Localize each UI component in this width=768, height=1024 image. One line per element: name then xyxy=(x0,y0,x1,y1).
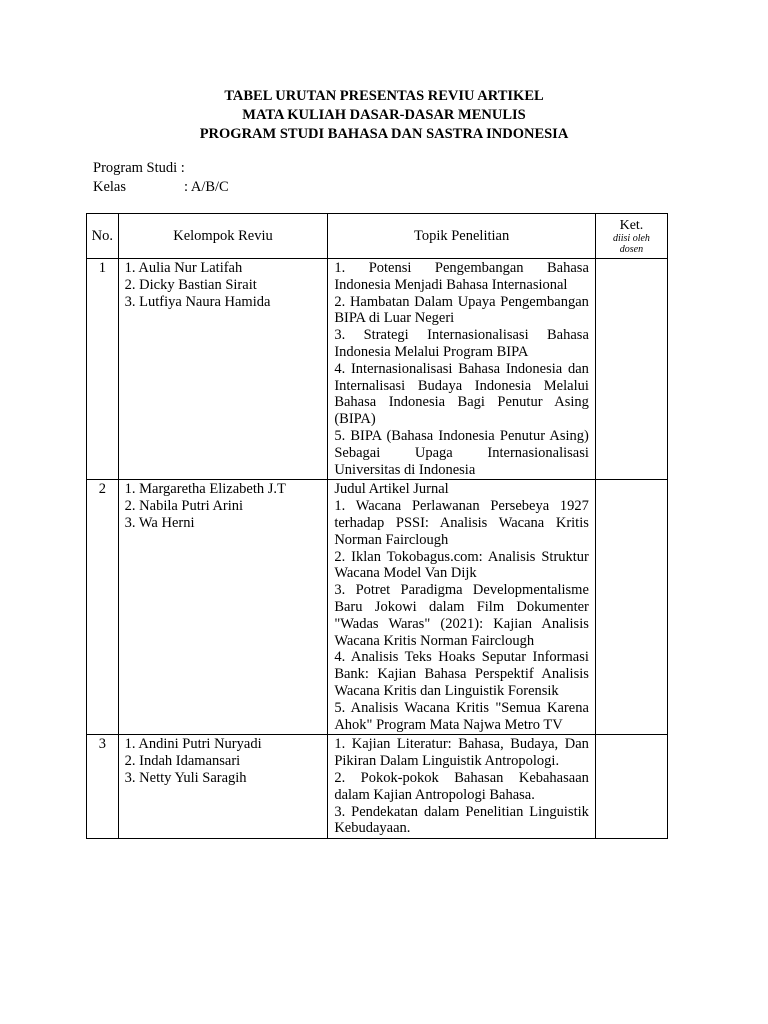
header-ket-note-2: dosen xyxy=(619,243,644,255)
kelas-line xyxy=(93,178,229,197)
title-line-1: TABEL URUTAN PRESENTAS REVIU ARTIKEL xyxy=(224,88,544,104)
topic-item: 5. BIPA (Bahasa Indonesia Penutur Asing) Sebagai Upaga Internasionalisasi Universitas di Indonesia xyxy=(334,427,589,478)
header-kelompok: Kelompok Reviu xyxy=(118,214,328,259)
member-name: 3. Wa Herni xyxy=(124,514,195,531)
ket-cell xyxy=(595,735,667,839)
topic-heading: Judul Artikel Jurnal xyxy=(334,481,449,498)
title-line-2: MATA KULIAH DASAR-DASAR MENULIS xyxy=(242,107,526,123)
topics-cell xyxy=(328,735,596,839)
topic-item: 3. Pendekatan dalam Penelitian Linguistik Kebudayaan. xyxy=(334,803,589,837)
row-number: 2 xyxy=(87,480,119,735)
kelas-value: : A/B/C xyxy=(184,179,229,195)
kelas-label: Kelas xyxy=(93,179,127,195)
member-name: 2. Indah Idamansari xyxy=(124,753,241,770)
group-members-cell xyxy=(118,735,328,839)
table-row xyxy=(87,480,668,735)
topic-item: 4. Internasionalisasi Bahasa Indonesia dan Internalisasi Budaya Indonesia Melalui Bahasa Indonesia Bagi Penutur Asing (BIPA) xyxy=(334,360,589,428)
topic-item: 2. Pokok-pokok Bahasan Kebahasaan dalam Kajian Antropologi Bahasa. xyxy=(334,769,589,803)
member-name: 3. Netty Yuli Saragih xyxy=(124,769,247,786)
header-ket xyxy=(595,214,667,259)
member-name: 2. Nabila Putri Arini xyxy=(124,498,244,515)
member-name: 3. Lutfiya Naura Hamida xyxy=(124,293,271,310)
topic-item: 1. Kajian Literatur: Bahasa, Budaya, Dan Pikiran Dalam Linguistik Antropologi. xyxy=(334,736,589,770)
member-name: 1. Aulia Nur Latifah xyxy=(124,260,243,276)
document-meta xyxy=(93,159,229,197)
topic-item: 1. Wacana Perlawanan Persebeya 1927 terhadap PSSI: Analisis Wacana Kritis Norman Fairclough xyxy=(334,498,589,548)
table-header-row xyxy=(87,214,668,259)
review-order-table xyxy=(86,213,668,839)
group-members-cell xyxy=(118,259,328,480)
group-members-cell xyxy=(118,480,328,735)
member-name: 1. Andini Putri Nuryadi xyxy=(124,736,262,753)
header-no: No. xyxy=(87,214,119,259)
row-number: 3 xyxy=(87,735,119,839)
topic-item: 5. Analisis Wacana Kritis "Semua Karena Ahok" Program Mata Najwa Metro TV xyxy=(334,699,589,733)
topic-item: 3. Potret Paradigma Developmentalisme Baru Jokowi dalam Film Dokumenter "Wadas Waras" (2021): Kajian Analisis Wacana Kritis Norman Fairclough xyxy=(334,582,589,649)
table-row xyxy=(87,259,668,480)
header-ket-note-1: diisi oleh xyxy=(612,232,650,244)
topics-cell xyxy=(328,480,596,735)
table-row xyxy=(87,735,668,839)
document-title xyxy=(0,87,768,144)
header-topik: Topik Penelitian xyxy=(328,214,596,259)
member-name: 1. Margaretha Elizabeth J.T xyxy=(124,481,286,498)
program-studi-line: Program Studi : xyxy=(93,160,185,176)
topic-item: 4. Analisis Teks Hoaks Seputar Informasi Bank: Kajian Bahasa Perspektif Analisis Wacana Kritis dan Linguistik Forensik xyxy=(334,649,589,699)
topic-item: 2. Iklan Tokobagus.com: Analisis Struktur Wacana Model Van Dijk xyxy=(334,548,589,582)
row-number: 1 xyxy=(87,259,119,480)
member-name: 2. Dicky Bastian Sirait xyxy=(124,276,257,293)
title-line-3: PROGRAM STUDI BAHASA DAN SASTRA INDONESIA xyxy=(199,126,569,142)
ket-cell xyxy=(595,259,667,480)
header-ket-label: Ket. xyxy=(619,217,644,233)
topic-item: 2. Hambatan Dalam Upaya Pengembangan BIPA di Luar Negeri xyxy=(334,293,589,327)
ket-cell xyxy=(595,480,667,735)
topic-item: 1. Potensi Pengembangan Bahasa Indonesia Menjadi Bahasa Internasional xyxy=(334,260,589,293)
topic-item: 3. Strategi Internasionalisasi Bahasa Indonesia Melalui Program BIPA xyxy=(334,327,589,360)
topics-cell xyxy=(328,259,596,480)
